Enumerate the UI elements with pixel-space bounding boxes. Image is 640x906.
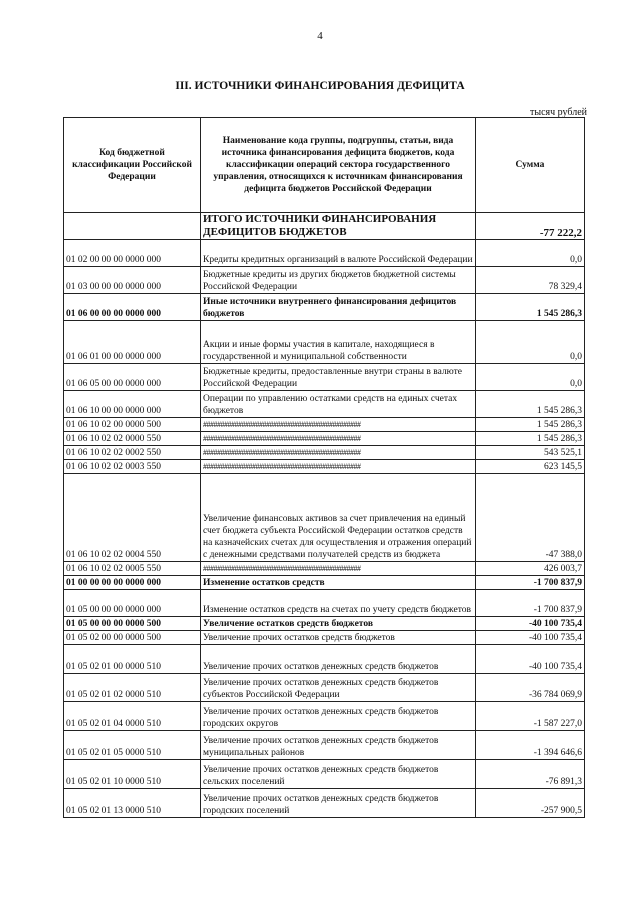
table-row bbox=[64, 418, 585, 432]
row-sum: 0,0 bbox=[476, 321, 585, 364]
row-sum: 1 545 286,3 bbox=[476, 432, 585, 446]
table-row bbox=[64, 432, 585, 446]
row-name: Увеличение прочих остатков денежных средств бюджетов городских округов bbox=[201, 702, 476, 731]
row-code: 01 06 10 02 02 0003 550 bbox=[64, 460, 201, 474]
page-number: 4 bbox=[317, 30, 323, 42]
row-sum: 426 003,7 bbox=[476, 562, 585, 576]
table-row bbox=[64, 760, 585, 789]
header-sum: Сумма bbox=[476, 118, 585, 213]
row-sum: -76 891,3 bbox=[476, 760, 585, 789]
table-row bbox=[64, 590, 585, 617]
row-code: 01 06 01 00 00 0000 000 bbox=[64, 321, 201, 364]
row-code: 01 05 02 00 00 0000 500 bbox=[64, 631, 201, 645]
table-row bbox=[64, 674, 585, 702]
row-code: 01 06 05 00 00 0000 000 bbox=[64, 364, 201, 391]
row-code: 01 06 10 00 00 0000 000 bbox=[64, 391, 201, 418]
row-sum: 78 329,4 bbox=[476, 267, 585, 294]
row-name: ############################################# bbox=[201, 562, 476, 576]
row-code: 01 05 00 00 00 0000 500 bbox=[64, 617, 201, 631]
row-code: 01 06 00 00 00 0000 000 bbox=[64, 294, 201, 321]
header-name: Наименование кода группы, подгруппы, статьи, вида источника финансирования дефицита бюджетов, кода классификации операций сектора государственного управления, относящихся к источникам финансирования дефицита бюджетов Российской Федерации bbox=[201, 118, 476, 213]
table-row bbox=[64, 702, 585, 731]
financing-sources-table bbox=[63, 117, 585, 818]
row-code bbox=[64, 213, 201, 240]
row-code: 01 06 10 02 02 0004 550 bbox=[64, 474, 201, 562]
table-row bbox=[64, 562, 585, 576]
table-row bbox=[64, 364, 585, 391]
row-code: 01 05 02 01 02 0000 510 bbox=[64, 674, 201, 702]
row-code: 01 03 00 00 00 0000 000 bbox=[64, 267, 201, 294]
row-name: Иные источники внутреннего финансирования дефицитов бюджетов bbox=[201, 294, 476, 321]
row-name: ИТОГО ИСТОЧНИКИ ФИНАНСИРОВАНИЯ ДЕФИЦИТОВ БЮДЖЕТОВ bbox=[201, 213, 476, 240]
row-name: Увеличение прочих остатков денежных средств бюджетов муниципальных районов bbox=[201, 731, 476, 760]
row-sum: -1 700 837,9 bbox=[476, 576, 585, 590]
page-title: III. ИСТОЧНИКИ ФИНАНСИРОВАНИЯ ДЕФИЦИТА bbox=[175, 80, 465, 92]
table-row bbox=[64, 617, 585, 631]
row-sum: 1 545 286,3 bbox=[476, 418, 585, 432]
table-row bbox=[64, 446, 585, 460]
row-code: 01 05 02 01 13 0000 510 bbox=[64, 789, 201, 818]
row-sum: 623 145,5 bbox=[476, 460, 585, 474]
table-header-row bbox=[64, 118, 585, 213]
row-name: Изменение остатков средств на счетах по учету средств бюджетов bbox=[201, 590, 476, 617]
table-row bbox=[64, 645, 585, 674]
row-name: Кредиты кредитных организаций в валюте Российской Федерации bbox=[201, 240, 476, 267]
row-name: Увеличение прочих остатков денежных средств бюджетов bbox=[201, 645, 476, 674]
row-sum: 1 545 286,3 bbox=[476, 294, 585, 321]
row-code: 01 06 10 02 02 0002 550 bbox=[64, 446, 201, 460]
row-name: Бюджетные кредиты, предоставленные внутри страны в валюте Российской Федерации bbox=[201, 364, 476, 391]
row-sum: 0,0 bbox=[476, 364, 585, 391]
row-sum: -257 900,5 bbox=[476, 789, 585, 818]
row-name: Увеличение прочих остатков денежных средств бюджетов городских поселений bbox=[201, 789, 476, 818]
row-name: ############################################# bbox=[201, 418, 476, 432]
row-name: Операции по управлению остатками средств на единых счетах бюджетов bbox=[201, 391, 476, 418]
row-name: Акции и иные формы участия в капитале, находящиеся в государственной и муниципальной собственности bbox=[201, 321, 476, 364]
header-code: Код бюджетной классификации Российской Федерации bbox=[64, 118, 201, 213]
row-sum: -40 100 735,4 bbox=[476, 617, 585, 631]
row-code: 01 00 00 00 00 0000 000 bbox=[64, 576, 201, 590]
row-sum: -47 388,0 bbox=[476, 474, 585, 562]
row-sum: -1 700 837,9 bbox=[476, 590, 585, 617]
table-row bbox=[64, 294, 585, 321]
table-row bbox=[64, 213, 585, 240]
row-name: ############################################# bbox=[201, 432, 476, 446]
row-sum: 1 545 286,3 bbox=[476, 391, 585, 418]
table-row bbox=[64, 321, 585, 364]
row-code: 01 05 00 00 00 0000 000 bbox=[64, 590, 201, 617]
row-name: Увеличение прочих остатков денежных средств бюджетов сельских поселений bbox=[201, 760, 476, 789]
table-row bbox=[64, 789, 585, 818]
row-name: Увеличение остатков средств бюджетов bbox=[201, 617, 476, 631]
row-sum: -40 100 735,4 bbox=[476, 631, 585, 645]
table-row bbox=[64, 474, 585, 562]
row-code: 01 05 02 01 00 0000 510 bbox=[64, 645, 201, 674]
table-row bbox=[64, 731, 585, 760]
row-name: Увеличение финансовых активов за счет привлечения на единый счет бюджета субъекта Российской Федерации остатков средств на казначейских счетах для осуществления и отражения операций с денежными средствами получателей средств из бюджета bbox=[201, 474, 476, 562]
table-row bbox=[64, 391, 585, 418]
row-name: Увеличение прочих остатков денежных средств бюджетов субъектов Российской Федерации bbox=[201, 674, 476, 702]
row-name: Изменение остатков средств bbox=[201, 576, 476, 590]
row-code: 01 06 10 02 02 0005 550 bbox=[64, 562, 201, 576]
table-row bbox=[64, 240, 585, 267]
row-code: 01 05 02 01 05 0000 510 bbox=[64, 731, 201, 760]
row-code: 01 06 10 02 00 0000 500 bbox=[64, 418, 201, 432]
row-sum: -1 394 646,6 bbox=[476, 731, 585, 760]
units-label: тысяч рублей bbox=[529, 107, 587, 118]
row-sum: -40 100 735,4 bbox=[476, 645, 585, 674]
table-row bbox=[64, 267, 585, 294]
row-sum: -1 587 227,0 bbox=[476, 702, 585, 731]
row-sum: -77 222,2 bbox=[476, 213, 585, 240]
row-name: ############################################# bbox=[201, 460, 476, 474]
row-code: 01 02 00 00 00 0000 000 bbox=[64, 240, 201, 267]
table-row bbox=[64, 631, 585, 645]
row-name: Бюджетные кредиты из других бюджетов бюджетной системы Российской Федерации bbox=[201, 267, 476, 294]
table-row bbox=[64, 576, 585, 590]
row-sum: -36 784 069,9 bbox=[476, 674, 585, 702]
table-row bbox=[64, 460, 585, 474]
row-code: 01 06 10 02 02 0000 550 bbox=[64, 432, 201, 446]
row-code: 01 05 02 01 04 0000 510 bbox=[64, 702, 201, 731]
row-sum: 0,0 bbox=[476, 240, 585, 267]
row-name: ############################################# bbox=[201, 446, 476, 460]
row-code: 01 05 02 01 10 0000 510 bbox=[64, 760, 201, 789]
row-sum: 543 525,1 bbox=[476, 446, 585, 460]
row-name: Увеличение прочих остатков средств бюджетов bbox=[201, 631, 476, 645]
